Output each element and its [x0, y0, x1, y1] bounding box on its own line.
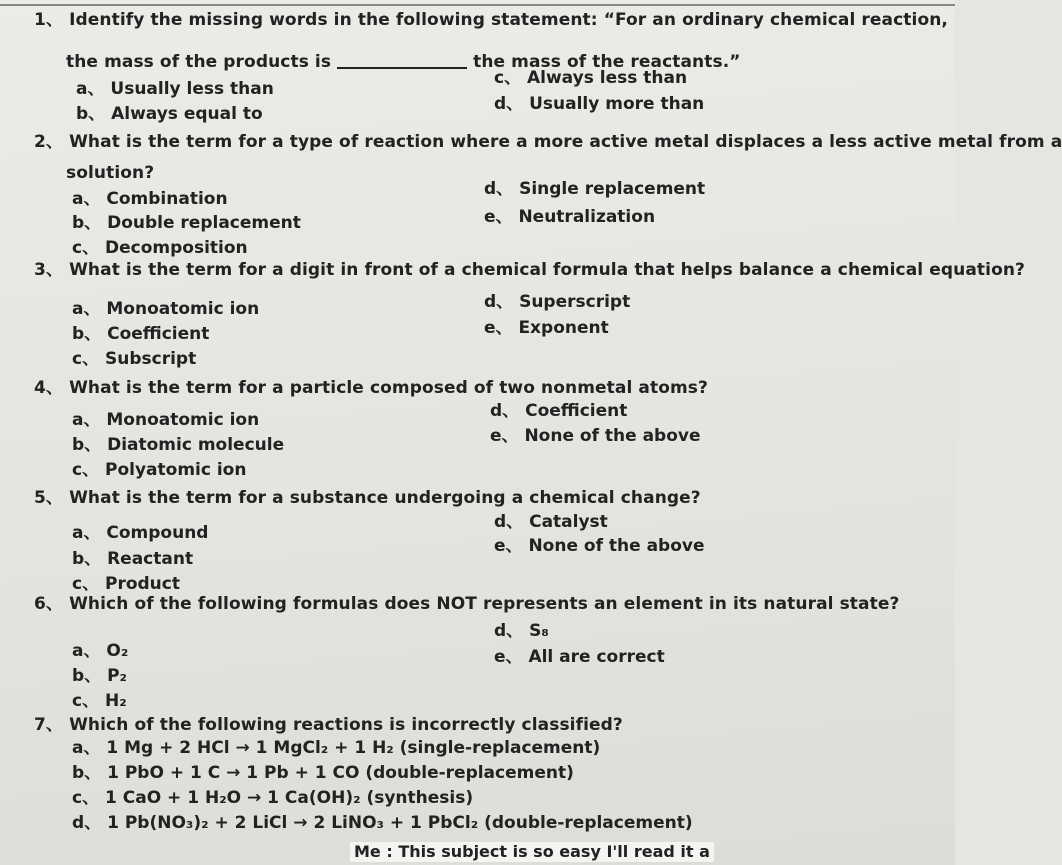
q3-option-a: a、 Monoatomic ion: [72, 299, 260, 319]
q3-number: 3、: [34, 260, 64, 280]
q2-option-a: a、 Combination: [72, 189, 228, 209]
q1-stem-before-blank: the mass of the products is: [66, 52, 332, 72]
q2-option-e: e、 Neutralization: [484, 207, 656, 227]
overlay-caption: Me : This subject is so easy I'll read it a: [350, 842, 714, 862]
q3-option-d: d、 Superscript: [484, 292, 631, 312]
q6-option-b: b、 P₂: [72, 666, 127, 686]
q6-option-e: e、 All are correct: [494, 647, 665, 667]
q4-option-c: c、 Polyatomic ion: [72, 460, 247, 480]
q2-option-d: d、 Single replacement: [484, 179, 706, 199]
q7-stem: [34, 715, 623, 735]
q1-option-d: d、 Usually more than: [494, 94, 705, 114]
q5-stem: [34, 488, 701, 508]
q4-stem: [34, 378, 708, 398]
q1-stem-line1: [34, 10, 948, 30]
q5-option-a: a、 Compound: [72, 523, 209, 543]
q3-stem: [34, 260, 1025, 280]
q7-option-d: d、 1 Pb(NO₃)₂ + 2 LiCl → 2 LiNO₃ + 1 PbCl₂ (double-replacement): [72, 813, 693, 833]
q1-option-c: c、 Always less than: [494, 68, 688, 88]
q2-stem-text: What is the term for a type of reaction where a more active metal displaces a less active metal from a: [69, 132, 1062, 152]
q5-option-b: b、 Reactant: [72, 549, 194, 569]
q7-stem-text: Which of the following reactions is incorrectly classified?: [69, 715, 623, 735]
q1-option-b: b、 Always equal to: [76, 104, 263, 124]
q5-stem-text: What is the term for a substance undergoing a chemical change?: [69, 488, 701, 508]
q2-option-b: b、 Double replacement: [72, 213, 301, 233]
q2-stem-line2: solution?: [66, 163, 155, 183]
q4-option-d: d、 Coefficient: [490, 401, 628, 421]
q6-stem-text: Which of the following formulas does NOT represents an element in its natural state?: [69, 594, 900, 614]
top-border-line: [0, 4, 955, 6]
q6-stem: [34, 594, 899, 614]
q2-option-c: c、 Decomposition: [72, 238, 248, 258]
q1-stem-text: Identify the missing words in the following statement: “For an ordinary chemical reaction,: [69, 10, 948, 30]
q1-number: 1、: [34, 10, 64, 30]
q6-option-d: d、 S₈: [494, 621, 549, 641]
q3-stem-text: What is the term for a digit in front of a chemical formula that helps balance a chemical equation?: [69, 260, 1026, 280]
q5-option-c: c、 Product: [72, 574, 180, 594]
q7-option-b: b、 1 PbO + 1 C → 1 Pb + 1 CO (double-replacement): [72, 763, 574, 783]
q1-answer-blank: [337, 67, 467, 69]
q3-option-b: b、 Coefficient: [72, 324, 210, 344]
q6-option-a: a、 O₂: [72, 641, 129, 661]
q6-number: 6、: [34, 594, 64, 614]
q7-number: 7、: [34, 715, 64, 735]
q5-number: 5、: [34, 488, 64, 508]
q1-stem-after-blank: the mass of the reactants.”: [473, 52, 741, 72]
q2-stem-line1: [34, 132, 1062, 152]
q7-option-a: a、 1 Mg + 2 HCl → 1 MgCl₂ + 1 H₂ (single-replacement): [72, 738, 601, 758]
q6-option-c: c、 H₂: [72, 691, 127, 711]
q3-option-c: c、 Subscript: [72, 349, 197, 369]
q5-option-d: d、 Catalyst: [494, 512, 608, 532]
q1-option-a: a、 Usually less than: [76, 79, 274, 99]
q2-number: 2、: [34, 132, 64, 152]
q4-stem-text: What is the term for a particle composed of two nonmetal atoms?: [69, 378, 708, 398]
q4-number: 4、: [34, 378, 64, 398]
q5-option-e: e、 None of the above: [494, 536, 705, 556]
q3-option-e: e、 Exponent: [484, 318, 609, 338]
q4-option-b: b、 Diatomic molecule: [72, 435, 285, 455]
q4-option-a: a、 Monoatomic ion: [72, 410, 260, 430]
q7-option-c: c、 1 CaO + 1 H₂O → 1 Ca(OH)₂ (synthesis): [72, 788, 474, 808]
q4-option-e: e、 None of the above: [490, 426, 701, 446]
